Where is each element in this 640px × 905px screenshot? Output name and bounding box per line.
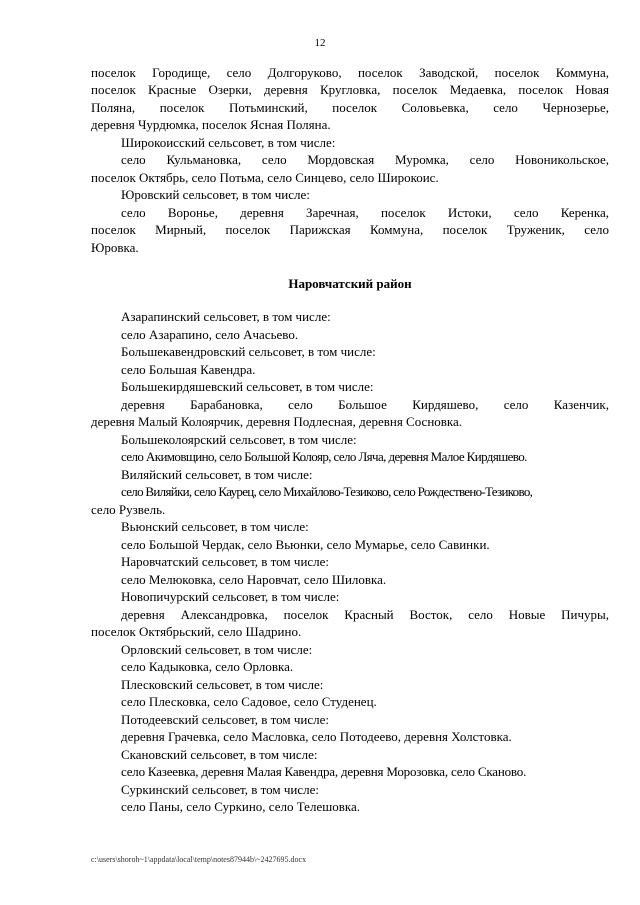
selsovet-heading: Большекирдяшевский сельсовет, в том числе: (121, 379, 374, 394)
text-line: село Рузвель. (91, 502, 166, 517)
selsovet-heading: Орловский сельсовет, в том числе: (121, 642, 313, 657)
text-line: село Кульмановка, село Мордовская Муромка, село Новоникольское, (121, 152, 609, 167)
selsovet-heading: Потодеевский сельсовет, в том числе: (121, 712, 329, 727)
selsovet-heading: Юровский сельсовет, в том числе: (121, 187, 310, 202)
text-line: деревня Барабановка, село Большое Кирдяшево, село Казенчик, (121, 397, 609, 412)
text-line: село Большой Чердак, село Вьюнки, село Мумарье, село Савинки. (121, 537, 490, 552)
selsovet-heading: Суркинский сельсовет, в том числе: (121, 782, 320, 797)
text-line: поселок Октябрь, село Потьма, село Синцево, село Широкоис. (91, 170, 439, 185)
page-number: 12 (314, 37, 326, 49)
selsovet-heading: Широкоисский сельсовет, в том числе: (121, 135, 336, 150)
text-line: Юровка. (91, 240, 139, 255)
text-line: поселок Городище, село Долгоруково, поселок Заводской, поселок Коммуна, (91, 65, 609, 80)
selsovet-heading: Виляйский сельсовет, в том числе: (121, 467, 313, 482)
text-line: поселок Октябрьский, село Шадрино. (91, 624, 302, 639)
text-line: деревня Чурдюмка, поселок Ясная Поляна. (91, 117, 331, 132)
text-line: село Мелюковка, село Наровчат, село Шиловка. (121, 572, 387, 587)
selsovet-heading: Наровчатский сельсовет, в том числе: (121, 554, 330, 569)
text-line: село Акимовщино, село Большой Колояр, село Ляча, деревня Малое Кирдяшево. (121, 449, 527, 464)
selsovet-heading: Азарапинский сельсовет, в том числе: (121, 309, 331, 324)
text-line: село Кадыковка, село Орловка. (121, 659, 294, 674)
selsovet-heading: Вьюнский сельсовет, в том числе: (121, 519, 309, 534)
text-line: деревня Малый Колоярчик, деревня Подлесная, деревня Сосновка. (91, 414, 463, 429)
selsovet-heading: Скановский сельсовет, в том числе: (121, 747, 318, 762)
text-line: поселок Мирный, поселок Парижская Коммуна, поселок Труженик, село (91, 222, 609, 237)
text-line: поселок Красные Озерки, деревня Кругловка, поселок Медаевка, поселок Новая (91, 82, 609, 97)
footer-file-path: c:\users\shoroh~1\appdata\local\temp\notes87944b\~2427695.docx (91, 855, 307, 864)
text-line: село Плесковка, село Садовое, село Студенец. (121, 694, 377, 709)
text-line: село Воронье, деревня Заречная, поселок Истоки, село Керенка, (121, 205, 609, 220)
selsovet-heading: Большеколоярский сельсовет, в том числе: (121, 432, 357, 447)
text-line: село Виляйки, село Каурец, село Михайлово-Тезиково, село Рождествено-Тезиково, (121, 484, 533, 499)
text-line: село Азарапино, село Ачасьево. (121, 327, 299, 342)
selsovet-heading: Новопичурский сельсовет, в том числе: (121, 589, 340, 604)
selsovet-heading: Плесковский сельсовет, в том числе: (121, 677, 324, 692)
text-line: деревня Грачевка, село Масловка, село Потодеево, деревня Холстовка. (121, 729, 512, 744)
text-line: Поляна, поселок Потьминский, поселок Соловьевка, село Чернозерье, (91, 100, 609, 115)
text-line: село Казеевка, деревня Малая Кавендра, деревня Морозовка, село Сканово. (121, 764, 527, 779)
text-line: село Большая Кавендра. (121, 362, 256, 377)
text-line: село Паны, село Суркино, село Телешовка. (121, 799, 360, 814)
text-line: деревня Александровка, поселок Красный Восток, село Новые Пичуры, (121, 607, 609, 622)
section-heading: Наровчатский район (288, 276, 412, 291)
selsovet-heading: Большекавендровский сельсовет, в том числе: (121, 344, 376, 359)
